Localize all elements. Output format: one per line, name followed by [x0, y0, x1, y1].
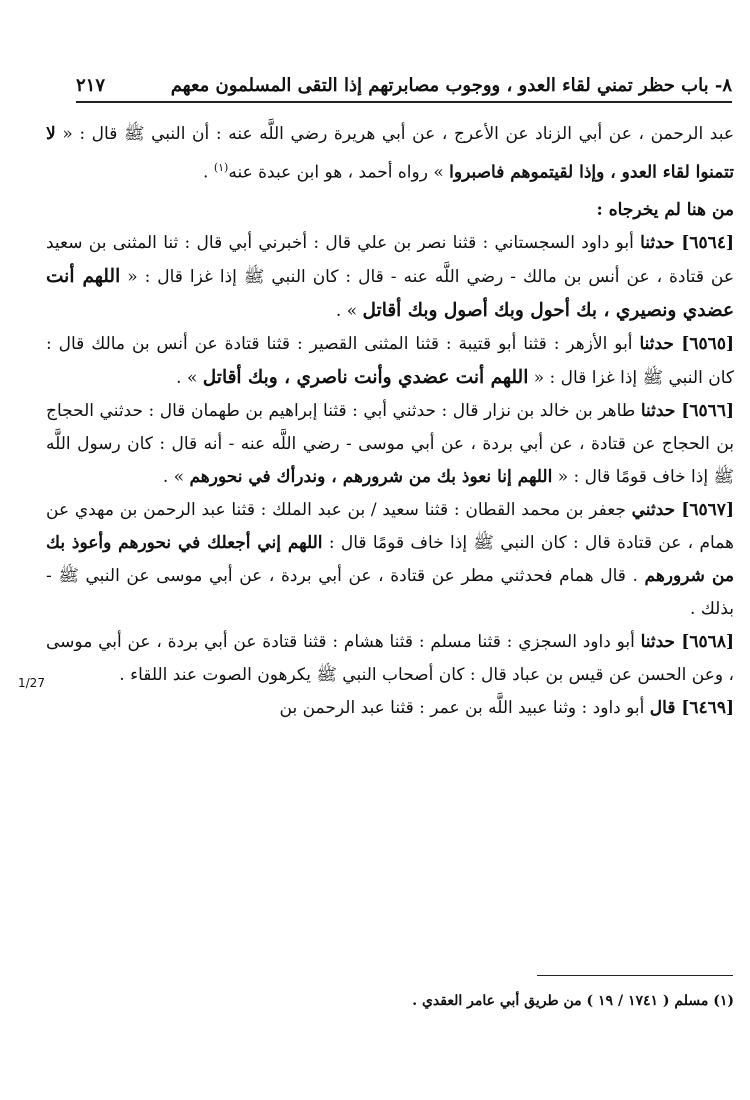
bold-text: [٦٥٦٦] حدثنا	[640, 400, 734, 421]
hadith-paragraph	[46, 494, 734, 626]
section-heading	[46, 194, 734, 227]
text-segment: أبو داود السجزي : قثنا مسلم : قثنا هشام : قثنا قتادة عن أبي بردة ، عن أبي موسى ، وعن الحسن عن قيس بن عباد قال : كان أصحاب النبي ﷺ يكرهون الصوت عند اللقاء .	[46, 631, 734, 685]
bold-text: اللهم أنت عضدي ونصيري ، بك أحول وبك أصول وبك أقاتل	[46, 265, 734, 321]
text-segment: .	[203, 162, 214, 183]
bold-text: اللهم إنا نعوذ بك من شرورهم ، وندرأك في نحورهم	[189, 466, 553, 487]
text-segment: عبد الرحمن ، عن أبي الزناد عن الأعرج ، عن أبي هريرة رضي اللَّه عنه : أن النبي ﷺ قال : «	[55, 124, 734, 144]
text-segment: » .	[162, 466, 190, 487]
footnote: (١) مسلم ( ١٧٤١ / ١٩ ) من طريق أبي عامر العقدي .	[412, 993, 734, 1009]
footnote-rule	[537, 975, 733, 976]
text-segment: طاهر بن خالد بن نزار قال : حدثني أبي : قثنا إبراهيم بن طهمان قال : حدثني الحجاج بن الحجاج عن قتادة ، عن أبي بردة ، عن أبي موسى - رضي اللَّه عنه - أنه قال : كان رسول اللَّه ﷺ إذا خاف قومًا قال : «	[46, 400, 734, 487]
text-segment: . قال همام فحدثني مطر عن قتادة ، عن أبي بردة ، عن أبي موسى عن النبي ﷺ - بذلك .	[46, 565, 734, 619]
text-segment: أبو داود : وثنا عبيد اللَّه بن عمر : قثنا عبد الرحمن بن	[279, 697, 650, 718]
bold-text: من هنا لم يخرجاه :	[596, 199, 734, 220]
bold-text: [٦٥٦٤] حدثنا	[640, 232, 734, 253]
hadith-paragraph	[46, 692, 734, 725]
text-segment: » .	[335, 300, 363, 321]
bold-text: اللهم أنت عضدي وأنت ناصري ، وبك أقاتل	[202, 366, 529, 388]
bold-text: [٦٥٦٨] حدثنا	[640, 631, 734, 652]
hadith-paragraph	[46, 227, 734, 328]
hadith-paragraph	[46, 118, 734, 190]
margin-reference: 1/27	[18, 676, 45, 690]
bold-text: [٦٥٦٥] حدثنا	[639, 333, 734, 354]
text-segment: أبو داود السجستاني : قثنا نصر بن علي قال : أخبرني أبي قال : ثنا المثنى بن سعيد عن قتادة ، عن أنس بن مالك - رضي اللَّه عنه - قال : كان النبي ﷺ إذا غزا قال : «	[46, 232, 735, 287]
bold-text: [٦٥٦٧] حدثني	[631, 499, 734, 520]
header-rule	[76, 101, 732, 103]
text-segment: جعفر بن محمد القطان : قثنا سعيد / بن عبد الملك : قثنا عبد الرحمن بن مهدي عن همام ، عن قتادة قال : كان النبي ﷺ إذا خاف قومًا قال :	[46, 499, 734, 553]
text-segment: » .	[176, 367, 203, 388]
page-number: ٢١٧	[76, 75, 106, 96]
hadith-paragraph	[46, 626, 734, 692]
bold-text: اللهم إني أجعلك في نحورهم وأعوذ بك من شرورهم	[46, 532, 734, 586]
hadith-paragraph	[46, 395, 734, 494]
text-segment: » رواه أحمد ، هو ابن عبدة عنه	[228, 162, 450, 183]
body-text	[46, 118, 734, 725]
chapter-title: ٨- باب حظر تمني لقاء العدو ، ووجوب مصابرتهم إذا التقى المسلمون معهم	[170, 75, 732, 96]
text-segment: أبو الأزهر : قثنا أبو قتيبة : قثنا المثنى القصير : قثنا قتادة عن أنس بن مالك قال : كان النبي ﷺ إذا غزا قال : «	[46, 333, 734, 388]
bold-text: لا تتمنوا لقاء العدو ، وإذا لقيتموهم فاصبروا	[46, 124, 734, 183]
hadith-paragraph	[46, 328, 734, 395]
footnote-marker: (١)	[213, 161, 229, 174]
bold-text: [٦٤٦٩] قال	[649, 697, 734, 718]
page-header	[76, 60, 732, 96]
